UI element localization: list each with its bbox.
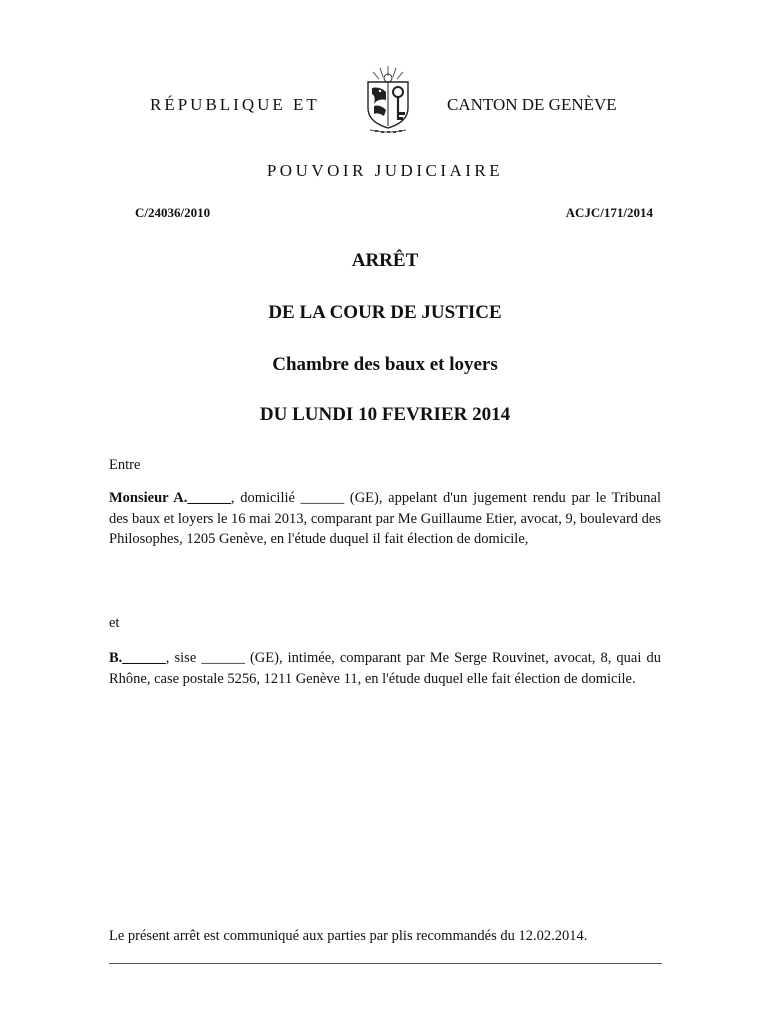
decision-number: ACJC/171/2014	[565, 205, 653, 220]
entre-label: Entre	[109, 457, 141, 473]
title-arret: ARRÊT	[351, 250, 419, 271]
party-two-text: , sise ______ (GE), intimée, comparant par Me Serge Rouvinet, avocat, 8, quai du Rhône, case postale 5256, 1211 Genève 11, en l'étude duquel elle fait élection de domicile.	[109, 650, 661, 687]
title-chamber: Chambre des baux et loyers	[272, 354, 498, 375]
et-label: et	[109, 615, 120, 631]
party-one-name: Monsieur A.______	[109, 490, 231, 506]
party-one-paragraph	[109, 488, 661, 550]
authority-heading: POUVOIR JUDICIAIRE	[266, 161, 504, 180]
party-two-name: B.______	[109, 650, 166, 666]
title-date: DU LUNDI 10 FEVRIER 2014	[259, 404, 511, 425]
header-right-text: CANTON DE GENÈVE	[447, 95, 617, 114]
footer-divider	[109, 963, 662, 964]
party-one-text: , domicilié ______ (GE), appelant d'un jugement rendu par le Tribunal des baux et loyers le 16 mai 2013, comparant par Me Guillaume Etier, avocat, 9, boulevard des Philosophes, 1205 Genève, en l'étude duquel il fait élection de domicile,	[109, 490, 661, 547]
case-number: C/24036/2010	[135, 205, 211, 220]
header-left-text: RÉPUBLIQUE ET	[150, 95, 320, 114]
communication-note: Le présent arrêt est communiqué aux parties par plis recommandés du 12.02.2014.	[109, 928, 588, 944]
geneva-coat-of-arms-icon	[360, 64, 416, 136]
party-two-paragraph	[109, 648, 661, 689]
title-court: DE LA COUR DE JUSTICE	[268, 302, 502, 323]
